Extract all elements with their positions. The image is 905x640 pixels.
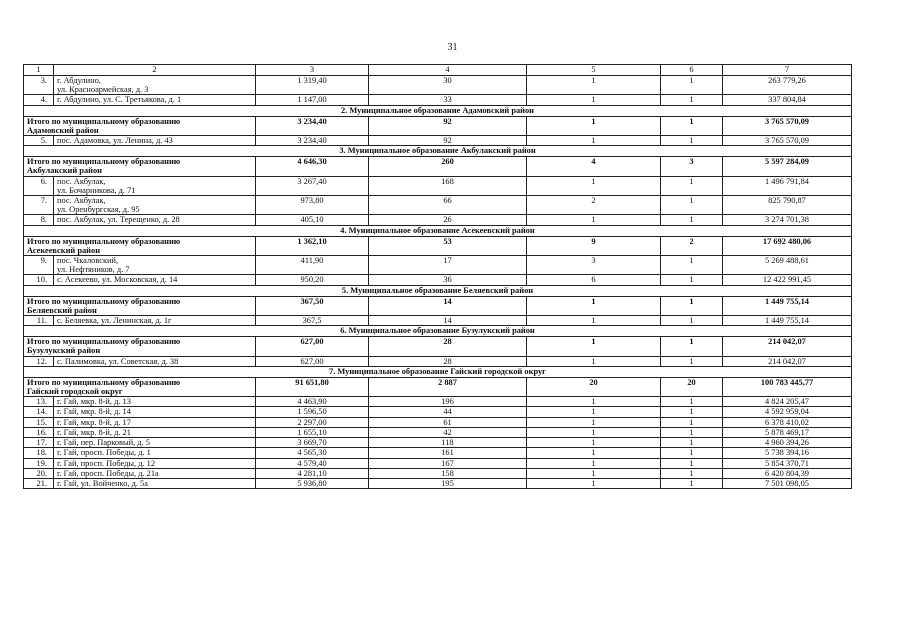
section-title: 5. Муниципальное образование Беляевский район bbox=[24, 285, 852, 296]
total-label bbox=[24, 157, 256, 176]
cell-col4: 17 bbox=[369, 256, 527, 275]
address-line: ул. Нефтяников, д. 7 bbox=[57, 265, 130, 275]
cell-col5: 20 bbox=[527, 377, 661, 396]
cell-area: 1 319,40 bbox=[256, 76, 369, 95]
cell-col5: 1 bbox=[527, 468, 661, 478]
address-line: г. Гай, мкр. 8-й, д. 21 bbox=[57, 427, 131, 437]
cell-col4: 168 bbox=[369, 176, 527, 195]
address-line: пос. Акбулак, ул. Терещенко, д. 28 bbox=[57, 215, 180, 225]
address-line: г. Гай, мкр. 8-й, д. 13 bbox=[57, 397, 131, 407]
table-row bbox=[24, 478, 852, 488]
cell-col4: 167 bbox=[369, 458, 527, 468]
cell-address bbox=[54, 316, 256, 326]
section-row bbox=[24, 225, 852, 236]
cell-area: 3 669,70 bbox=[256, 438, 369, 448]
address-line: Итого по муниципальному образованию bbox=[27, 377, 181, 387]
cell-index: 4. bbox=[24, 95, 54, 105]
total-row bbox=[24, 296, 852, 315]
address-line: пос. Чкаловский, bbox=[57, 256, 119, 266]
cell-area: 405,10 bbox=[256, 215, 369, 225]
cell-col5: 1 bbox=[527, 427, 661, 437]
cell-cost: 3 765 570,09 bbox=[723, 116, 852, 135]
cell-col6: 1 bbox=[661, 116, 723, 135]
address-line: г. Гай, просп. Победы, д. 1 bbox=[57, 448, 151, 458]
cell-col6: 1 bbox=[661, 337, 723, 356]
cell-col4: 92 bbox=[369, 116, 527, 135]
cell-col5: 1 bbox=[527, 176, 661, 195]
cell-col4: 161 bbox=[369, 448, 527, 458]
table-row bbox=[24, 438, 852, 448]
cell-col4: 44 bbox=[369, 407, 527, 417]
total-row bbox=[24, 337, 852, 356]
cell-col5: 1 bbox=[527, 356, 661, 366]
cell-area: 367,5 bbox=[256, 316, 369, 326]
address-line: ул. Оренбургская, д. 95 bbox=[57, 205, 140, 215]
column-header: 6 bbox=[661, 65, 723, 76]
cell-index: 15. bbox=[24, 417, 54, 427]
cell-col5: 1 bbox=[527, 448, 661, 458]
section-row bbox=[24, 285, 852, 296]
cell-area: 3 267,40 bbox=[256, 176, 369, 195]
address-line: Итого по муниципальному образованию bbox=[27, 236, 181, 246]
cell-index: 20. bbox=[24, 468, 54, 478]
cell-col5: 1 bbox=[527, 316, 661, 326]
column-header: 7 bbox=[723, 65, 852, 76]
cell-area: 4 565,30 bbox=[256, 448, 369, 458]
table-row bbox=[24, 196, 852, 215]
cell-col4: 195 bbox=[369, 478, 527, 488]
cell-address bbox=[54, 407, 256, 417]
cell-col5: 1 bbox=[527, 337, 661, 356]
table-row bbox=[24, 215, 852, 225]
cell-col6: 20 bbox=[661, 377, 723, 396]
cell-col6: 1 bbox=[661, 215, 723, 225]
table-row bbox=[24, 417, 852, 427]
address-line: г. Гай, просп. Победы, д. 21а bbox=[57, 468, 159, 478]
cell-col6: 1 bbox=[661, 256, 723, 275]
cell-col4: 26 bbox=[369, 215, 527, 225]
address-line: г. Абдулино, ул. С. Третьякова, д. 1 bbox=[57, 95, 182, 105]
total-row bbox=[24, 377, 852, 396]
cell-area: 627,00 bbox=[256, 356, 369, 366]
cell-cost: 6 378 410,02 bbox=[723, 417, 852, 427]
cell-area: 1 596,50 bbox=[256, 407, 369, 417]
cell-col5: 1 bbox=[527, 95, 661, 105]
cell-col5: 1 bbox=[527, 407, 661, 417]
cell-address bbox=[54, 76, 256, 95]
total-label bbox=[24, 377, 256, 396]
cell-cost: 17 692 480,06 bbox=[723, 236, 852, 255]
cell-col6: 1 bbox=[661, 417, 723, 427]
cell-col4: 53 bbox=[369, 236, 527, 255]
cell-col5: 3 bbox=[527, 256, 661, 275]
cell-col4: 33 bbox=[369, 95, 527, 105]
table-row bbox=[24, 76, 852, 95]
table-row bbox=[24, 136, 852, 146]
cell-area: 4 281,10 bbox=[256, 468, 369, 478]
table-row bbox=[24, 427, 852, 437]
cell-col6: 1 bbox=[661, 468, 723, 478]
address-line: с. Асекеево, ул. Московская, д. 14 bbox=[57, 275, 178, 285]
address-line: пос. Акбулак, bbox=[57, 196, 106, 206]
cell-col5: 4 bbox=[527, 157, 661, 176]
table-row bbox=[24, 407, 852, 417]
cell-col6: 1 bbox=[661, 458, 723, 468]
address-line: Гайский городской округ bbox=[27, 387, 123, 397]
cell-col5: 1 bbox=[527, 136, 661, 146]
address-line: Итого по муниципальному образованию bbox=[27, 296, 181, 306]
total-row bbox=[24, 157, 852, 176]
cell-col4: 28 bbox=[369, 356, 527, 366]
cell-col5: 2 bbox=[527, 196, 661, 215]
cell-area: 950,20 bbox=[256, 275, 369, 285]
cell-area: 2 297,00 bbox=[256, 417, 369, 427]
cell-area: 3 234,40 bbox=[256, 116, 369, 135]
cell-area: 4 646,30 bbox=[256, 157, 369, 176]
cell-area: 627,00 bbox=[256, 337, 369, 356]
cell-address bbox=[54, 478, 256, 488]
address-line: пос. Адамовка, ул. Ленина, д. 43 bbox=[57, 136, 173, 146]
address-line: Беляевский район bbox=[27, 305, 97, 315]
cell-address bbox=[54, 356, 256, 366]
address-line: Итого по муниципальному образованию bbox=[27, 157, 181, 167]
cell-col6: 1 bbox=[661, 76, 723, 95]
cell-cost: 214 042,07 bbox=[723, 356, 852, 366]
cell-cost: 5 854 370,71 bbox=[723, 458, 852, 468]
cell-col6: 1 bbox=[661, 356, 723, 366]
cell-col4: 158 bbox=[369, 468, 527, 478]
cell-address bbox=[54, 275, 256, 285]
cell-cost: 100 783 445,77 bbox=[723, 377, 852, 396]
section-title: 3. Муниципальное образование Акбулакский район bbox=[24, 146, 852, 157]
cell-col4: 36 bbox=[369, 275, 527, 285]
cell-index: 7. bbox=[24, 196, 54, 215]
cell-col5: 6 bbox=[527, 275, 661, 285]
cell-area: 5 936,80 bbox=[256, 478, 369, 488]
cell-area: 1 655,10 bbox=[256, 427, 369, 437]
cell-col6: 1 bbox=[661, 448, 723, 458]
cell-col5: 1 bbox=[527, 215, 661, 225]
cell-index: 10. bbox=[24, 275, 54, 285]
cell-area: 3 234,40 bbox=[256, 136, 369, 146]
cell-index: 17. bbox=[24, 438, 54, 448]
cell-address bbox=[54, 438, 256, 448]
address-line: г. Гай, мкр. 8-й, д. 17 bbox=[57, 417, 131, 427]
cell-col4: 2 887 bbox=[369, 377, 527, 396]
cell-cost: 4 960 394,26 bbox=[723, 438, 852, 448]
cell-index: 8. bbox=[24, 215, 54, 225]
column-header: 3 bbox=[256, 65, 369, 76]
table-row bbox=[24, 468, 852, 478]
cell-area: 91 651,80 bbox=[256, 377, 369, 396]
cell-col6: 1 bbox=[661, 427, 723, 437]
cell-index: 6. bbox=[24, 176, 54, 195]
total-label bbox=[24, 337, 256, 356]
cell-area: 367,50 bbox=[256, 296, 369, 315]
cell-col4: 42 bbox=[369, 427, 527, 437]
cell-address bbox=[54, 136, 256, 146]
cell-col4: 30 bbox=[369, 76, 527, 95]
cell-cost: 5 269 488,61 bbox=[723, 256, 852, 275]
section-title: 6. Муниципальное образование Бузулукский район bbox=[24, 326, 852, 337]
cell-col5: 1 bbox=[527, 397, 661, 407]
cell-col6: 1 bbox=[661, 397, 723, 407]
column-header: 5 bbox=[527, 65, 661, 76]
address-line: с. Беляевка, ул. Ленинская, д. 1г bbox=[57, 316, 172, 326]
column-header: 2 bbox=[54, 65, 256, 76]
cell-cost: 5 878 469,17 bbox=[723, 427, 852, 437]
cell-col4: 196 bbox=[369, 397, 527, 407]
cell-index: 16. bbox=[24, 427, 54, 437]
cell-col5: 1 bbox=[527, 438, 661, 448]
cell-address bbox=[54, 458, 256, 468]
cell-col6: 2 bbox=[661, 236, 723, 255]
table-row bbox=[24, 256, 852, 275]
cell-col4: 92 bbox=[369, 136, 527, 146]
cell-area: 411,90 bbox=[256, 256, 369, 275]
cell-cost: 825 790,87 bbox=[723, 196, 852, 215]
cell-col6: 1 bbox=[661, 275, 723, 285]
address-line: г. Гай, просп. Победы, д. 12 bbox=[57, 458, 156, 468]
cell-cost: 1 449 755,14 bbox=[723, 316, 852, 326]
table-row bbox=[24, 448, 852, 458]
cell-cost: 1 496 791,84 bbox=[723, 176, 852, 195]
cell-address bbox=[54, 448, 256, 458]
section-row bbox=[24, 366, 852, 377]
cell-index: 9. bbox=[24, 256, 54, 275]
cell-cost: 5 738 394,16 bbox=[723, 448, 852, 458]
cell-index: 12. bbox=[24, 356, 54, 366]
address-line: пос. Акбулак, bbox=[57, 176, 106, 186]
cell-cost: 337 804,84 bbox=[723, 95, 852, 105]
address-line: г. Абдулино, bbox=[57, 76, 101, 85]
cell-cost: 12 422 991,45 bbox=[723, 275, 852, 285]
cell-address bbox=[54, 95, 256, 105]
cell-address bbox=[54, 196, 256, 215]
cell-cost: 4 592 959,04 bbox=[723, 407, 852, 417]
cell-area: 1 147,00 bbox=[256, 95, 369, 105]
address-line: г. Гай, мкр. 8-й, д. 14 bbox=[57, 407, 131, 417]
address-line: ул. Бочарникова, д. 71 bbox=[57, 185, 136, 195]
address-line: г. Гай, пер. Парковый, д. 5 bbox=[57, 438, 150, 448]
cell-col5: 1 bbox=[527, 296, 661, 315]
cell-area: 4 463,90 bbox=[256, 397, 369, 407]
section-title: 2. Муниципальное образование Адамовский район bbox=[24, 105, 852, 116]
cell-address bbox=[54, 215, 256, 225]
cell-col6: 1 bbox=[661, 438, 723, 448]
cell-col4: 61 bbox=[369, 417, 527, 427]
address-line: г. Гай, ул. Войченко, д. 5а bbox=[57, 478, 148, 488]
cell-col6: 1 bbox=[661, 407, 723, 417]
address-line: Адамовский район bbox=[27, 125, 99, 135]
cell-col5: 9 bbox=[527, 236, 661, 255]
address-line: ул. Красноармейская, д. 3 bbox=[57, 85, 149, 95]
cell-cost: 263 779,26 bbox=[723, 76, 852, 95]
cell-cost: 214 042,07 bbox=[723, 337, 852, 356]
address-line: Итого по муниципальному образованию bbox=[27, 116, 181, 126]
cell-cost: 3 765 570,09 bbox=[723, 136, 852, 146]
table-row bbox=[24, 275, 852, 285]
cell-col6: 1 bbox=[661, 296, 723, 315]
cell-col6: 1 bbox=[661, 95, 723, 105]
cell-col5: 1 bbox=[527, 76, 661, 95]
address-line: Акбулакский район bbox=[27, 166, 102, 176]
cell-col6: 1 bbox=[661, 478, 723, 488]
cell-address bbox=[54, 417, 256, 427]
cell-col4: 28 bbox=[369, 337, 527, 356]
cell-index: 14. bbox=[24, 407, 54, 417]
table-row bbox=[24, 458, 852, 468]
cell-col4: 66 bbox=[369, 196, 527, 215]
table-row bbox=[24, 176, 852, 195]
cell-area: 973,80 bbox=[256, 196, 369, 215]
cell-index: 3. bbox=[24, 76, 54, 95]
cell-area: 1 362,10 bbox=[256, 236, 369, 255]
address-line: Бузулукский район bbox=[27, 346, 101, 356]
page-number: 31 bbox=[447, 42, 458, 53]
cell-col4: 260 bbox=[369, 157, 527, 176]
cell-index: 13. bbox=[24, 397, 54, 407]
cell-col5: 1 bbox=[527, 458, 661, 468]
total-label bbox=[24, 296, 256, 315]
cell-area: 4 579,40 bbox=[256, 458, 369, 468]
cell-col4: 14 bbox=[369, 316, 527, 326]
section-row bbox=[24, 146, 852, 157]
cell-col4: 118 bbox=[369, 438, 527, 448]
cell-address bbox=[54, 397, 256, 407]
cell-index: 21. bbox=[24, 478, 54, 488]
total-label bbox=[24, 116, 256, 135]
cell-cost: 4 824 205,47 bbox=[723, 397, 852, 407]
cell-col5: 1 bbox=[527, 417, 661, 427]
cell-col4: 14 bbox=[369, 296, 527, 315]
section-row bbox=[24, 105, 852, 116]
cell-col6: 1 bbox=[661, 196, 723, 215]
cell-col6: 1 bbox=[661, 136, 723, 146]
column-header: 4 bbox=[369, 65, 527, 76]
cell-col5: 1 bbox=[527, 116, 661, 135]
cell-cost: 6 420 804,39 bbox=[723, 468, 852, 478]
cell-address bbox=[54, 427, 256, 437]
total-row bbox=[24, 116, 852, 135]
table-row bbox=[24, 397, 852, 407]
data-table bbox=[23, 64, 852, 489]
cell-index: 5. bbox=[24, 136, 54, 146]
cell-cost: 3 274 701,38 bbox=[723, 215, 852, 225]
cell-address bbox=[54, 176, 256, 195]
table-row bbox=[24, 356, 852, 366]
total-label bbox=[24, 236, 256, 255]
cell-address bbox=[54, 256, 256, 275]
section-title: 7. Муниципальное образование Гайский городской округ bbox=[24, 366, 852, 377]
cell-cost: 7 501 098,05 bbox=[723, 478, 852, 488]
cell-index: 18. bbox=[24, 448, 54, 458]
table-header-row bbox=[24, 65, 852, 76]
column-header: 1 bbox=[24, 65, 54, 76]
address-line: с. Палимовка, ул. Советская, д. 38 bbox=[57, 356, 179, 366]
address-line: Асекеевский район bbox=[27, 245, 101, 255]
cell-index: 11. bbox=[24, 316, 54, 326]
cell-col6: 1 bbox=[661, 176, 723, 195]
cell-address bbox=[54, 468, 256, 478]
cell-cost: 5 597 284,09 bbox=[723, 157, 852, 176]
table-row bbox=[24, 95, 852, 105]
section-row bbox=[24, 326, 852, 337]
cell-cost: 1 449 755,14 bbox=[723, 296, 852, 315]
cell-index: 19. bbox=[24, 458, 54, 468]
table-row bbox=[24, 316, 852, 326]
address-line: Итого по муниципальному образованию bbox=[27, 337, 181, 347]
cell-col6: 3 bbox=[661, 157, 723, 176]
section-title: 4. Муниципальное образование Асекеевский район bbox=[24, 225, 852, 236]
cell-col5: 1 bbox=[527, 478, 661, 488]
cell-col6: 1 bbox=[661, 316, 723, 326]
total-row bbox=[24, 236, 852, 255]
